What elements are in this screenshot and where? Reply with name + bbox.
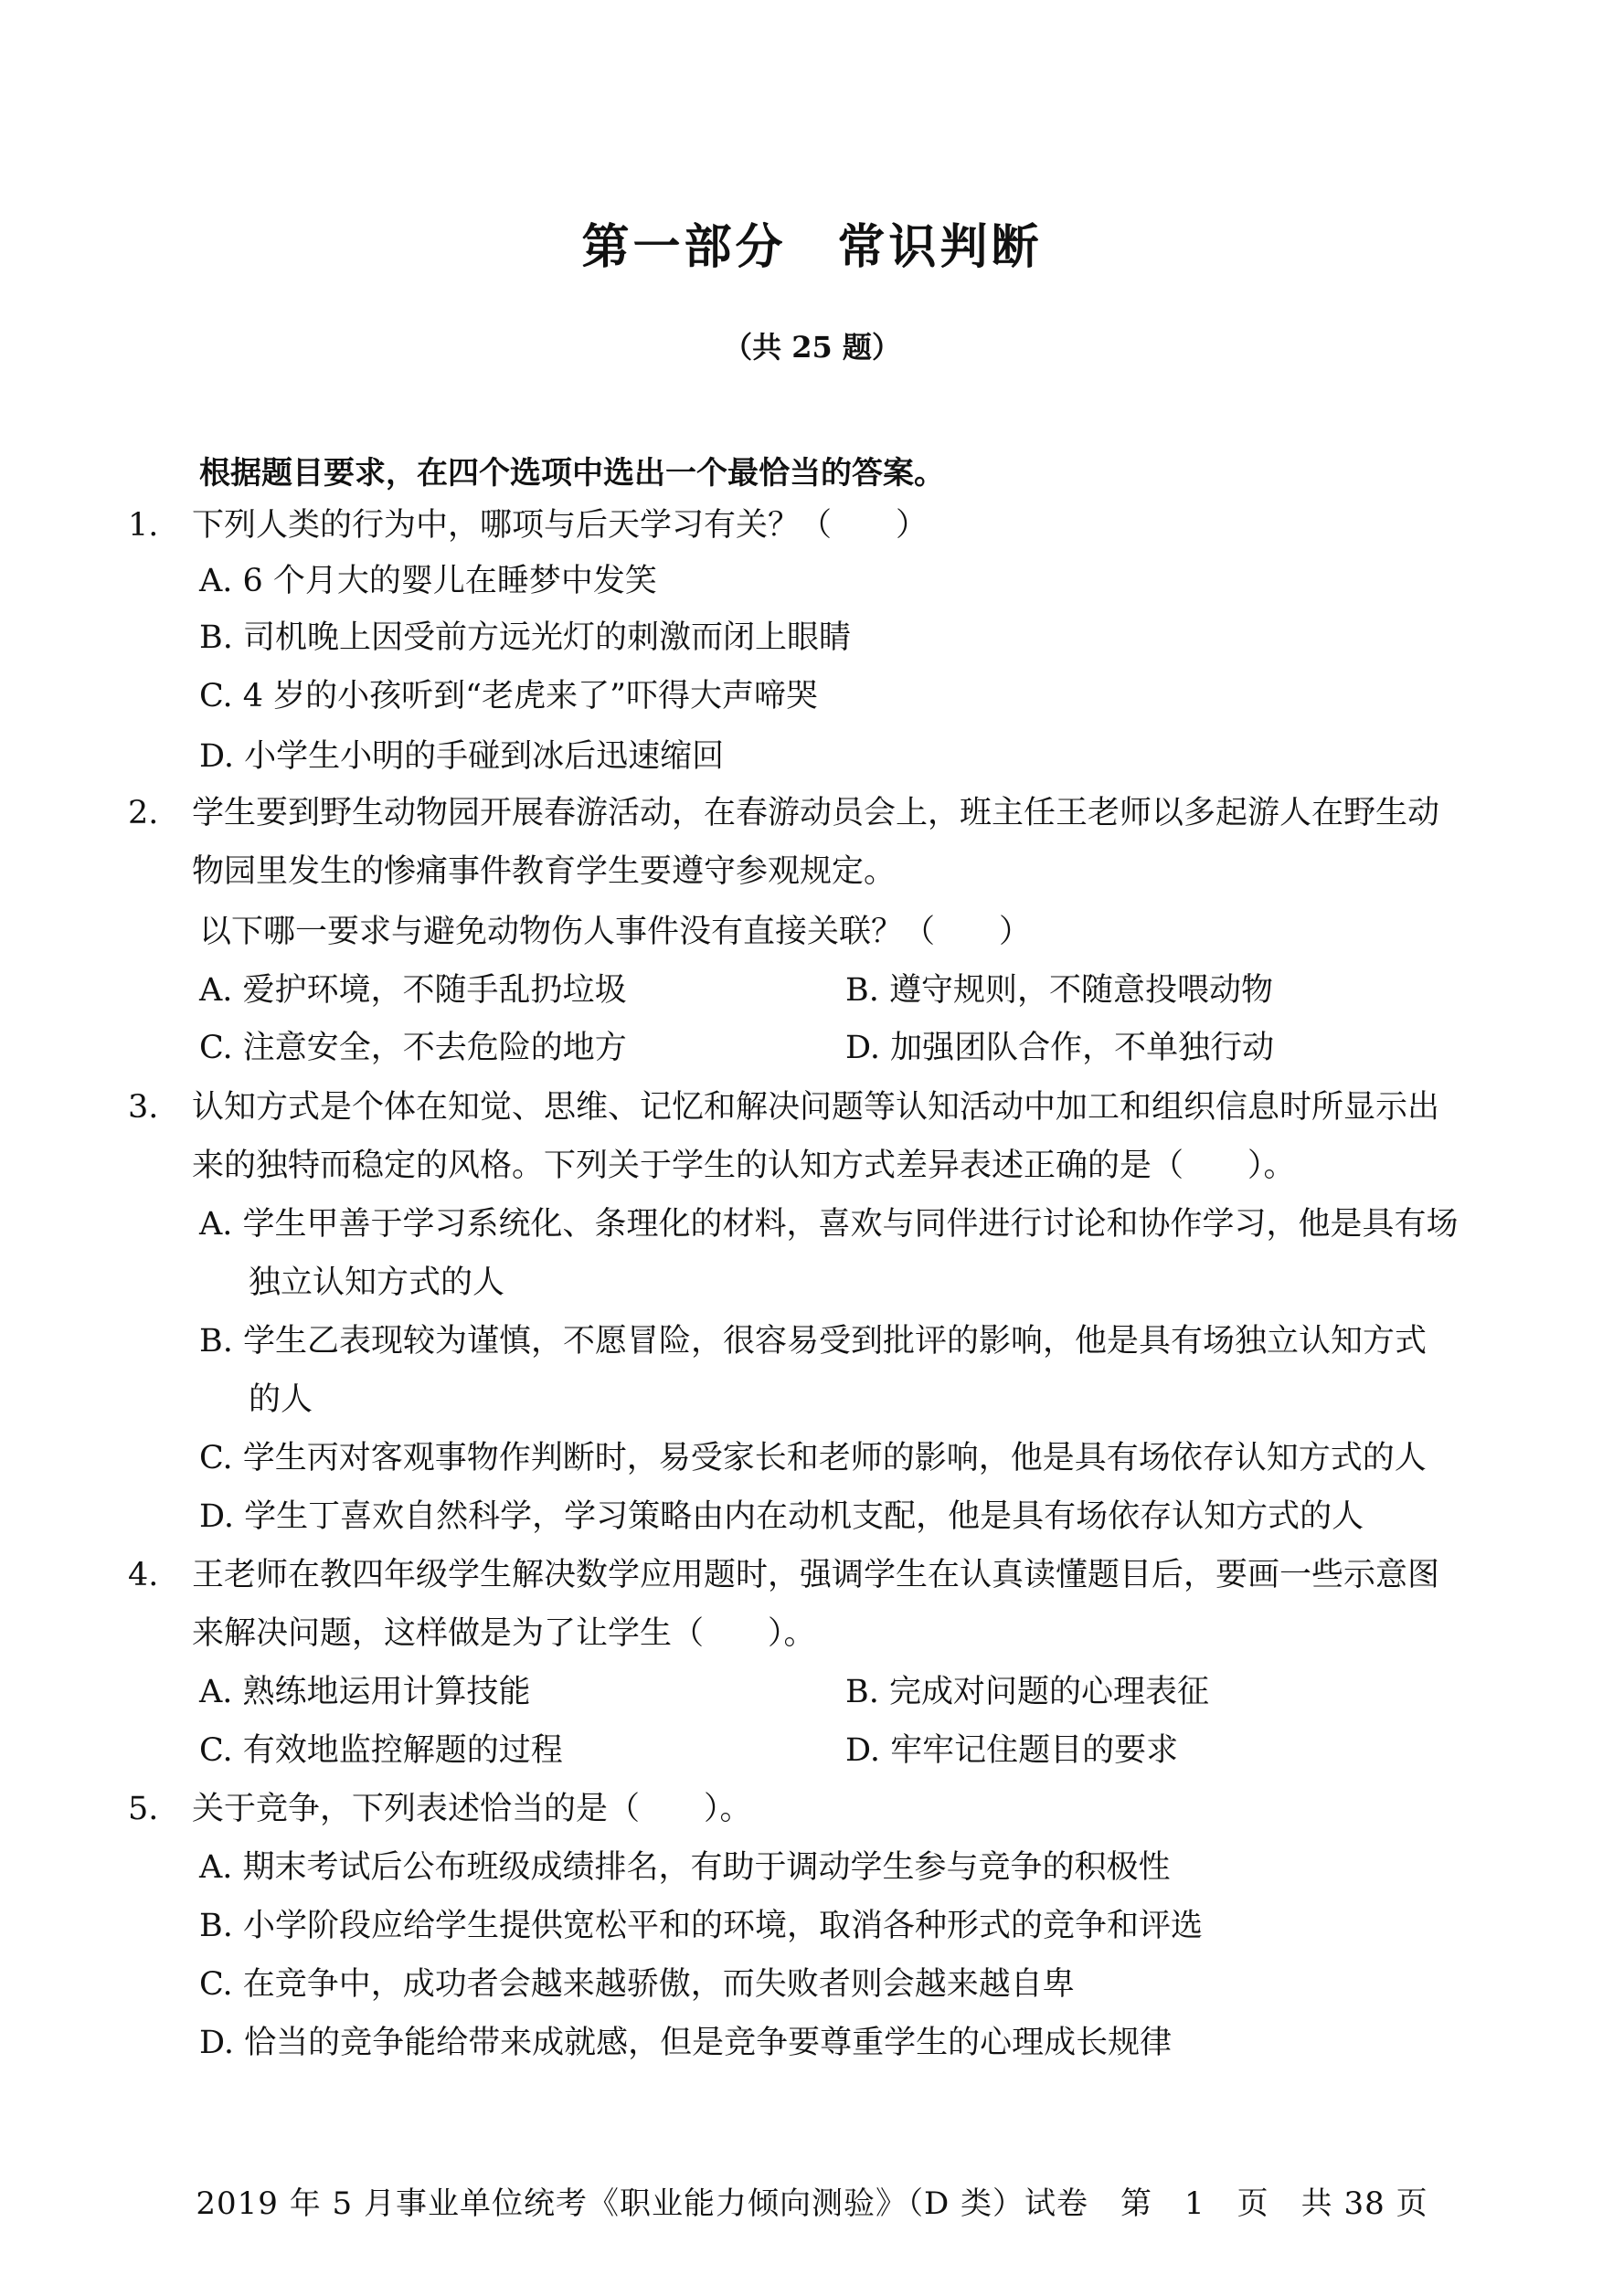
option-a: A. 6 个月大的婴儿在睡梦中发笑: [199, 563, 657, 599]
option-d: D. 小学生小明的手碰到冰后迅速缩回: [199, 738, 725, 775]
option-d: D. 牢牢记住题目的要求: [845, 1732, 1179, 1769]
option-c: C. 注意安全，不去危险的地方: [199, 1030, 627, 1066]
question-stem: 以下哪一要求与避免动物伤人事件没有直接关联？（ ）: [199, 914, 1032, 950]
question-stem: 物园里发生的惨痛事件教育学生要遵守参观规定。: [192, 853, 897, 890]
question-stem: 下列人类的行为中，哪项与后天学习有关？（ ）: [192, 507, 929, 544]
question-number: 1.: [128, 507, 159, 544]
question-stem: 来解决问题，这样做是为了让学生（ ）。: [192, 1615, 816, 1652]
question-number: 3.: [128, 1089, 159, 1126]
instruction: 根据题目要求，在四个选项中选出一个最恰当的答案。: [199, 455, 945, 492]
option-b: B. 司机晚上因受前方远光灯的刺激而闭上眼睛: [199, 619, 851, 656]
option-d: D. 学生丁喜欢自然科学，学习策略由内在动机支配，他是具有场依存认知方式的人: [199, 1498, 1364, 1535]
option-a: A. 熟练地运用计算技能: [199, 1674, 531, 1710]
question-stem: 王老师在教四年级学生解决数学应用题时，强调学生在认真读懂题目后，要画一些示意图: [192, 1557, 1440, 1593]
option-c: C. 4 岁的小孩听到“老虎来了”吓得大声啼哭: [199, 678, 818, 714]
option-c: C. 在竞争中，成功者会越来越骄傲，而失败者则会越来越自卑: [199, 1966, 1075, 2003]
option-b: B. 完成对问题的心理表征: [845, 1674, 1209, 1710]
question-number: 4.: [128, 1557, 159, 1593]
option-b: B. 遵守规则，不随意投喂动物: [845, 972, 1273, 1009]
question-count: （共 25 题）: [723, 330, 901, 365]
question-stem: 学生要到野生动物园开展春游活动，在春游动员会上，班主任王老师以多起游人在野生动: [192, 795, 1440, 831]
question-stem: 关于竞争，下列表述恰当的是（ ）。: [192, 1791, 752, 1827]
option-d: D. 恰当的竞争能给带来成就感，但是竞争要尊重学生的心理成长规律: [199, 2025, 1173, 2061]
option-c: C. 学生丙对客观事物作判断时，易受家长和老师的影响，他是具有场依存认知方式的人: [199, 1440, 1427, 1476]
question-stem: 来的独特而稳定的风格。下列关于学生的认知方式差异表述正确的是（ ）。: [192, 1148, 1296, 1184]
question-stem: 认知方式是个体在知觉、思维、记忆和解决问题等认知活动中加工和组织信息时所显示出: [192, 1089, 1440, 1126]
option-d: D. 加强团队合作，不单独行动: [845, 1030, 1275, 1066]
option-b: B. 小学阶段应给学生提供宽松平和的环境，取消各种形式的竞争和评选: [199, 1908, 1203, 1944]
option-b-continued: 的人: [249, 1381, 313, 1418]
option-a-continued: 独立认知方式的人: [249, 1264, 505, 1301]
option-b: B. 学生乙表现较为谨慎，不愿冒险，很容易受到批评的影响，他是具有场独立认知方式: [199, 1323, 1427, 1360]
question-number: 5.: [128, 1791, 159, 1827]
section-title: 第一部分 常识判断: [581, 220, 1043, 275]
option-c: C. 有效地监控解题的过程: [199, 1732, 563, 1769]
question-number: 2.: [128, 795, 159, 831]
page-footer: 2019 年 5 月事业单位统考《职业能力倾向测验》（D 类）试卷 第 1 页 共 38 页: [196, 2185, 1428, 2222]
option-a: A. 学生甲善于学习系统化、条理化的材料，喜欢与同伴进行讨论和协作学习，他是具有场: [199, 1206, 1459, 1243]
option-a: A. 爱护环境，不随手乱扔垃圾: [199, 972, 627, 1009]
option-a: A. 期末考试后公布班级成绩排名，有助于调动学生参与竞争的积极性: [199, 1849, 1171, 1886]
